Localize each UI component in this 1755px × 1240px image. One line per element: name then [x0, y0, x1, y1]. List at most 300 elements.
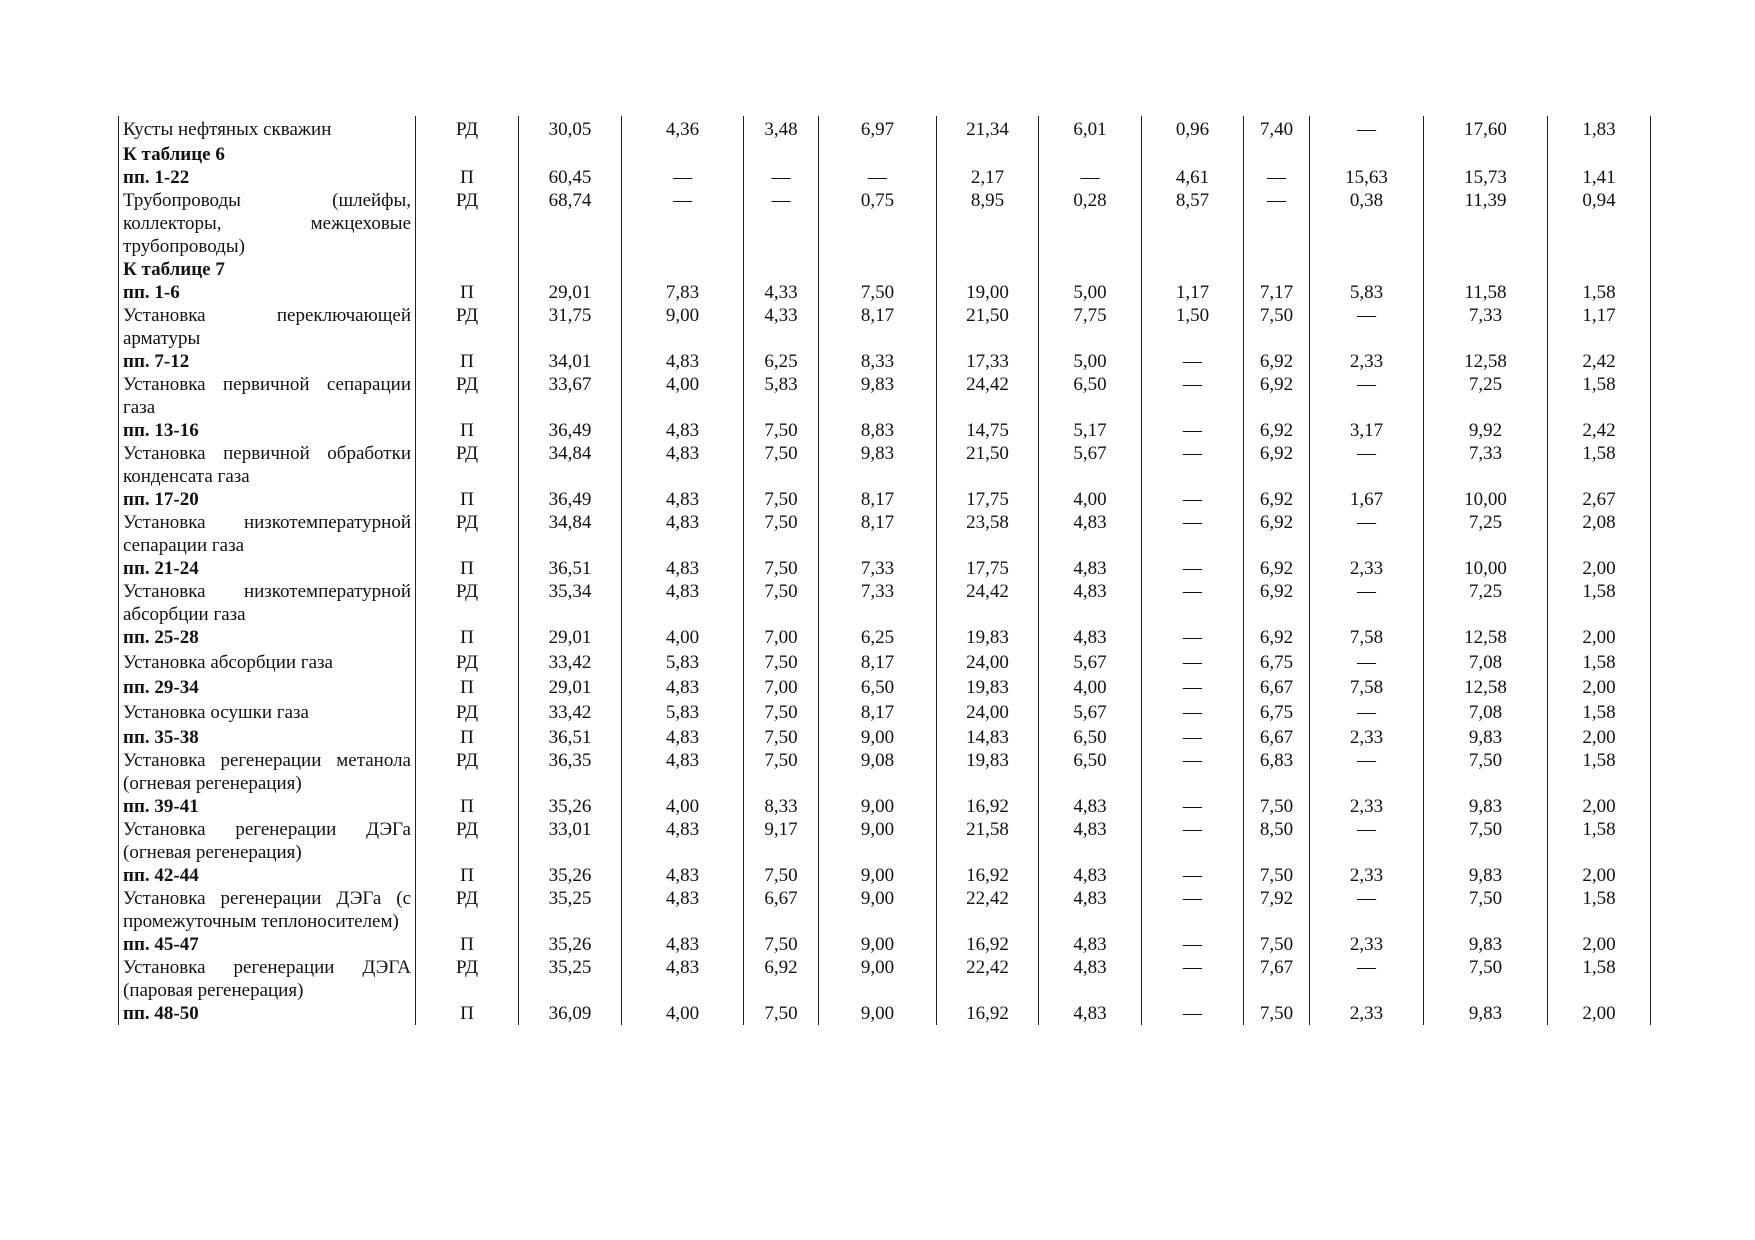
value-cell: 0,94	[1548, 189, 1651, 258]
value-cell: 7,50	[744, 419, 819, 442]
row-name-cell: пп. 13-16	[119, 419, 416, 442]
value-cell: 34,84	[519, 511, 622, 557]
row-name-cell: К таблице 7	[119, 258, 416, 281]
value-cell: —	[1142, 373, 1244, 419]
value-cell: 35,34	[519, 580, 622, 626]
row-type-cell: РД	[416, 373, 519, 419]
value-cell: 6,92	[1244, 488, 1310, 511]
value-cell	[1142, 258, 1244, 281]
value-cell: 7,00	[744, 626, 819, 649]
value-cell: 4,00	[1039, 676, 1142, 699]
value-cell: 7,17	[1244, 281, 1310, 304]
value-cell: 24,42	[937, 580, 1039, 626]
value-cell: 8,17	[819, 304, 937, 350]
value-cell: 7,25	[1424, 580, 1548, 626]
value-cell: —	[1142, 699, 1244, 726]
value-cell: 7,50	[744, 1002, 819, 1025]
value-cell: 4,83	[622, 419, 744, 442]
value-cell: 35,25	[519, 887, 622, 933]
value-cell: —	[1142, 557, 1244, 580]
value-cell: 7,50	[1424, 956, 1548, 1002]
table-row-section	[119, 258, 1651, 281]
table-row	[119, 649, 1651, 676]
value-cell: 2,17	[937, 166, 1039, 189]
value-cell: 7,92	[1244, 887, 1310, 933]
value-cell: 9,00	[819, 726, 937, 749]
value-cell: 6,50	[1039, 726, 1142, 749]
value-cell: 7,50	[819, 281, 937, 304]
row-type-cell: РД	[416, 442, 519, 488]
value-cell: 7,50	[744, 557, 819, 580]
value-cell: 7,33	[1424, 442, 1548, 488]
row-type-cell: РД	[416, 189, 519, 258]
value-cell: 21,34	[937, 116, 1039, 143]
value-cell: 4,83	[622, 676, 744, 699]
row-name-cell: Установка первичной сепарации газа	[119, 373, 416, 419]
row-type-cell	[416, 258, 519, 281]
value-cell	[819, 258, 937, 281]
row-name-cell: пп. 45-47	[119, 933, 416, 956]
row-type-cell: РД	[416, 956, 519, 1002]
value-cell	[1310, 258, 1424, 281]
table-row-section	[119, 419, 1651, 442]
value-cell: 5,83	[622, 699, 744, 726]
row-name-cell: Кусты нефтяных скважин	[119, 116, 416, 143]
value-cell: 7,50	[1244, 933, 1310, 956]
value-cell: —	[1244, 189, 1310, 258]
table-row	[119, 749, 1651, 795]
value-cell: —	[1310, 749, 1424, 795]
row-name-cell: Установка регенерации метанола (огневая регенерация)	[119, 749, 416, 795]
value-cell: 1,41	[1548, 166, 1651, 189]
row-type-cell: П	[416, 795, 519, 818]
row-type-cell: П	[416, 1002, 519, 1025]
value-cell: 11,58	[1424, 281, 1548, 304]
value-cell: 4,33	[744, 281, 819, 304]
row-type-cell: П	[416, 626, 519, 649]
table-row-section	[119, 676, 1651, 699]
value-cell: 31,75	[519, 304, 622, 350]
table-row	[119, 956, 1651, 1002]
row-type-cell: РД	[416, 749, 519, 795]
value-cell: 9,83	[819, 373, 937, 419]
value-cell: 4,61	[1142, 166, 1244, 189]
row-name-cell: пп. 7-12	[119, 350, 416, 373]
value-cell: 9,00	[819, 818, 937, 864]
row-name-cell: пп. 25-28	[119, 626, 416, 649]
value-cell: 5,67	[1039, 649, 1142, 676]
value-cell: 4,83	[622, 864, 744, 887]
row-name-cell: Установка регенерации ДЭГа (огневая регенерация)	[119, 818, 416, 864]
value-cell: 35,26	[519, 795, 622, 818]
table-row-section	[119, 864, 1651, 887]
row-type-cell: РД	[416, 649, 519, 676]
value-cell: 7,08	[1424, 649, 1548, 676]
value-cell: 35,26	[519, 864, 622, 887]
value-cell: —	[744, 189, 819, 258]
value-cell: —	[1310, 580, 1424, 626]
table-row-section	[119, 726, 1651, 749]
value-cell: 6,83	[1244, 749, 1310, 795]
value-cell	[937, 258, 1039, 281]
value-cell: 21,50	[937, 304, 1039, 350]
value-cell: 4,83	[1039, 1002, 1142, 1025]
value-cell: 5,83	[1310, 281, 1424, 304]
row-type-cell: РД	[416, 887, 519, 933]
value-cell: —	[1142, 511, 1244, 557]
value-cell	[519, 258, 622, 281]
row-name-cell: Установка регенерации ДЭГа (с промежуточным теплоносителем)	[119, 887, 416, 933]
value-cell	[519, 143, 622, 166]
value-cell: 7,25	[1424, 373, 1548, 419]
value-cell: 2,33	[1310, 350, 1424, 373]
table-row	[119, 580, 1651, 626]
row-type-cell: П	[416, 557, 519, 580]
value-cell: 9,00	[622, 304, 744, 350]
value-cell: 7,25	[1424, 511, 1548, 557]
value-cell: —	[1142, 956, 1244, 1002]
value-cell: 19,83	[937, 676, 1039, 699]
value-cell: 7,50	[1244, 304, 1310, 350]
value-cell: 2,33	[1310, 1002, 1424, 1025]
value-cell: 1,58	[1548, 649, 1651, 676]
value-cell: 21,50	[937, 442, 1039, 488]
value-cell: 9,00	[819, 956, 937, 1002]
value-cell: —	[1310, 116, 1424, 143]
value-cell: 7,33	[1424, 304, 1548, 350]
value-cell	[1244, 258, 1310, 281]
value-cell: 2,42	[1548, 419, 1651, 442]
value-cell	[744, 143, 819, 166]
value-cell: 2,33	[1310, 933, 1424, 956]
value-cell: 1,67	[1310, 488, 1424, 511]
row-name-cell: пп. 39-41	[119, 795, 416, 818]
value-cell: 5,17	[1039, 419, 1142, 442]
table-row	[119, 189, 1651, 258]
value-cell: 4,83	[1039, 580, 1142, 626]
value-cell: 21,58	[937, 818, 1039, 864]
value-cell: —	[1142, 350, 1244, 373]
value-cell: 9,83	[819, 442, 937, 488]
row-type-cell: П	[416, 864, 519, 887]
value-cell: 1,58	[1548, 749, 1651, 795]
value-cell: 2,00	[1548, 676, 1651, 699]
value-cell: 8,33	[819, 350, 937, 373]
value-cell: 14,75	[937, 419, 1039, 442]
value-cell: 8,83	[819, 419, 937, 442]
value-cell: —	[1142, 795, 1244, 818]
value-cell: 6,92	[1244, 419, 1310, 442]
value-cell: —	[1142, 419, 1244, 442]
value-cell: 7,40	[1244, 116, 1310, 143]
value-cell: 2,33	[1310, 795, 1424, 818]
value-cell: 7,50	[1424, 749, 1548, 795]
value-cell: 7,50	[744, 699, 819, 726]
value-cell: —	[1142, 933, 1244, 956]
value-cell: 5,00	[1039, 281, 1142, 304]
value-cell: 4,83	[1039, 557, 1142, 580]
value-cell: 12,58	[1424, 626, 1548, 649]
value-cell: 9,08	[819, 749, 937, 795]
value-cell: 33,42	[519, 699, 622, 726]
value-cell	[1039, 258, 1142, 281]
row-name-cell: Установка первичной обработки конденсата газа	[119, 442, 416, 488]
value-cell: 7,58	[1310, 626, 1424, 649]
value-cell: 4,00	[622, 795, 744, 818]
table-row-section	[119, 795, 1651, 818]
row-type-cell: РД	[416, 699, 519, 726]
value-cell: 4,83	[622, 580, 744, 626]
value-cell: 29,01	[519, 626, 622, 649]
value-cell: 2,00	[1548, 726, 1651, 749]
value-cell: 34,84	[519, 442, 622, 488]
value-cell: 6,75	[1244, 649, 1310, 676]
value-cell: 7,58	[1310, 676, 1424, 699]
value-cell	[1244, 143, 1310, 166]
value-cell: 12,58	[1424, 676, 1548, 699]
value-cell: 9,00	[819, 1002, 937, 1025]
value-cell: 4,00	[622, 1002, 744, 1025]
table-row-section	[119, 350, 1651, 373]
value-cell: 4,83	[1039, 956, 1142, 1002]
value-cell: 4,83	[622, 887, 744, 933]
value-cell: 3,48	[744, 116, 819, 143]
value-cell: 1,58	[1548, 956, 1651, 1002]
value-cell: —	[1310, 699, 1424, 726]
value-cell: 4,83	[1039, 511, 1142, 557]
value-cell: 10,00	[1424, 557, 1548, 580]
value-cell: 9,92	[1424, 419, 1548, 442]
value-cell: 2,00	[1548, 1002, 1651, 1025]
value-cell: 7,83	[622, 281, 744, 304]
value-cell: 2,00	[1548, 795, 1651, 818]
value-cell: 36,51	[519, 726, 622, 749]
value-cell: 0,75	[819, 189, 937, 258]
value-cell: 36,09	[519, 1002, 622, 1025]
value-cell: 2,33	[1310, 726, 1424, 749]
row-type-cell: П	[416, 166, 519, 189]
table-row-section	[119, 488, 1651, 511]
value-cell: 33,42	[519, 649, 622, 676]
value-cell: —	[1142, 488, 1244, 511]
value-cell	[1424, 258, 1548, 281]
row-type-cell: РД	[416, 580, 519, 626]
value-cell: 5,83	[622, 649, 744, 676]
row-name-cell: Установка абсорбции газа	[119, 649, 416, 676]
value-cell: 7,50	[744, 933, 819, 956]
value-cell: 3,17	[1310, 419, 1424, 442]
value-cell: 2,08	[1548, 511, 1651, 557]
value-cell: —	[1142, 864, 1244, 887]
value-cell: 2,33	[1310, 864, 1424, 887]
value-cell: —	[819, 166, 937, 189]
value-cell: 6,92	[1244, 442, 1310, 488]
value-cell: 11,39	[1424, 189, 1548, 258]
value-cell: —	[1310, 373, 1424, 419]
value-cell: —	[622, 189, 744, 258]
value-cell: 30,05	[519, 116, 622, 143]
value-cell: 4,36	[622, 116, 744, 143]
table-row-section	[119, 166, 1651, 189]
value-cell: 7,50	[744, 864, 819, 887]
value-cell: 4,83	[622, 488, 744, 511]
row-type-cell: РД	[416, 304, 519, 350]
value-cell: 4,83	[622, 511, 744, 557]
row-type-cell: П	[416, 676, 519, 699]
value-cell: 1,50	[1142, 304, 1244, 350]
value-cell: 0,96	[1142, 116, 1244, 143]
row-type-cell: П	[416, 419, 519, 442]
value-cell: 4,83	[622, 442, 744, 488]
value-cell: 9,83	[1424, 1002, 1548, 1025]
value-cell: 17,75	[937, 488, 1039, 511]
value-cell: 7,50	[1244, 795, 1310, 818]
row-name-cell: пп. 48-50	[119, 1002, 416, 1025]
value-cell: 7,50	[744, 749, 819, 795]
value-cell	[1310, 143, 1424, 166]
value-cell: 9,00	[819, 795, 937, 818]
value-cell: 7,50	[1424, 818, 1548, 864]
value-cell: 19,83	[937, 749, 1039, 795]
value-cell: 60,45	[519, 166, 622, 189]
value-cell: 35,26	[519, 933, 622, 956]
value-cell: 9,00	[819, 933, 937, 956]
table-row	[119, 116, 1651, 143]
value-cell: 4,83	[1039, 933, 1142, 956]
value-cell: 4,83	[1039, 795, 1142, 818]
value-cell: 6,92	[1244, 580, 1310, 626]
row-type-cell: П	[416, 350, 519, 373]
value-cell: 5,83	[744, 373, 819, 419]
value-cell: —	[1310, 887, 1424, 933]
value-cell: 15,63	[1310, 166, 1424, 189]
value-cell: 7,67	[1244, 956, 1310, 1002]
value-cell: 0,28	[1039, 189, 1142, 258]
value-cell: 1,58	[1548, 818, 1651, 864]
value-cell: 4,83	[622, 726, 744, 749]
value-cell: 5,00	[1039, 350, 1142, 373]
row-name-cell: пп. 1-22	[119, 166, 416, 189]
value-cell: 7,50	[744, 488, 819, 511]
value-cell: 16,92	[937, 864, 1039, 887]
value-cell: 4,83	[1039, 818, 1142, 864]
value-cell: 36,49	[519, 419, 622, 442]
value-cell: 1,58	[1548, 887, 1651, 933]
value-cell: —	[1142, 818, 1244, 864]
value-cell: 6,92	[1244, 626, 1310, 649]
row-name-cell: Установка низкотемпературной сепарации газа	[119, 511, 416, 557]
value-cell: 23,58	[937, 511, 1039, 557]
value-cell: 29,01	[519, 676, 622, 699]
value-cell: —	[1310, 956, 1424, 1002]
value-cell: 7,50	[744, 649, 819, 676]
value-cell: 4,83	[622, 557, 744, 580]
value-cell: 7,33	[819, 580, 937, 626]
value-cell: 4,83	[622, 956, 744, 1002]
value-cell: 8,17	[819, 699, 937, 726]
value-cell: 17,60	[1424, 116, 1548, 143]
value-cell: 1,17	[1142, 281, 1244, 304]
value-cell: —	[1142, 887, 1244, 933]
value-cell: —	[1142, 626, 1244, 649]
value-cell	[1548, 143, 1651, 166]
value-cell: 68,74	[519, 189, 622, 258]
value-cell: 16,92	[937, 795, 1039, 818]
value-cell: 4,83	[1039, 864, 1142, 887]
table-row	[119, 373, 1651, 419]
value-cell: 7,50	[744, 442, 819, 488]
value-cell: 9,00	[819, 864, 937, 887]
value-cell: 4,83	[622, 350, 744, 373]
value-cell	[819, 143, 937, 166]
value-cell	[1142, 143, 1244, 166]
value-cell: 16,92	[937, 1002, 1039, 1025]
value-cell: 7,50	[744, 726, 819, 749]
table-row	[119, 304, 1651, 350]
value-cell: 10,00	[1424, 488, 1548, 511]
value-cell: 33,67	[519, 373, 622, 419]
value-cell	[937, 143, 1039, 166]
value-cell: 7,50	[1244, 864, 1310, 887]
table-row-section	[119, 281, 1651, 304]
value-cell: 6,25	[744, 350, 819, 373]
value-cell: —	[1142, 676, 1244, 699]
value-cell: 2,00	[1548, 557, 1651, 580]
value-cell: 4,33	[744, 304, 819, 350]
value-cell: 22,42	[937, 887, 1039, 933]
value-cell: 5,67	[1039, 699, 1142, 726]
value-cell: 9,83	[1424, 864, 1548, 887]
row-name-cell: Установка осушки газа	[119, 699, 416, 726]
row-name-cell: Установка регенерации ДЭГА (паровая регенерация)	[119, 956, 416, 1002]
value-cell: 6,75	[1244, 699, 1310, 726]
row-name-cell: пп. 21-24	[119, 557, 416, 580]
value-cell: 33,01	[519, 818, 622, 864]
value-cell: 12,58	[1424, 350, 1548, 373]
value-cell: 2,00	[1548, 933, 1651, 956]
value-cell: 7,00	[744, 676, 819, 699]
value-cell: 4,00	[622, 626, 744, 649]
row-name-cell: пп. 42-44	[119, 864, 416, 887]
value-cell: 8,50	[1244, 818, 1310, 864]
value-cell: 4,83	[622, 818, 744, 864]
value-cell: 9,17	[744, 818, 819, 864]
row-name-cell: пп. 1-6	[119, 281, 416, 304]
value-cell: 7,50	[1424, 887, 1548, 933]
value-cell: 24,00	[937, 699, 1039, 726]
value-cell: —	[1310, 511, 1424, 557]
value-cell: 4,83	[622, 749, 744, 795]
row-type-cell: П	[416, 281, 519, 304]
row-name-cell: Установка низкотемпературной абсорбции газа	[119, 580, 416, 626]
value-cell	[744, 258, 819, 281]
value-cell: 6,50	[1039, 373, 1142, 419]
value-cell: —	[1244, 166, 1310, 189]
value-cell: 6,50	[1039, 749, 1142, 795]
value-cell: 1,83	[1548, 116, 1651, 143]
value-cell: 19,83	[937, 626, 1039, 649]
value-cell: 8,95	[937, 189, 1039, 258]
table-row-section	[119, 933, 1651, 956]
value-cell: 6,92	[1244, 373, 1310, 419]
value-cell: 22,42	[937, 956, 1039, 1002]
value-cell: 17,75	[937, 557, 1039, 580]
value-cell: 8,33	[744, 795, 819, 818]
value-cell: 15,73	[1424, 166, 1548, 189]
table-row	[119, 511, 1651, 557]
table-row	[119, 818, 1651, 864]
value-cell: 2,67	[1548, 488, 1651, 511]
